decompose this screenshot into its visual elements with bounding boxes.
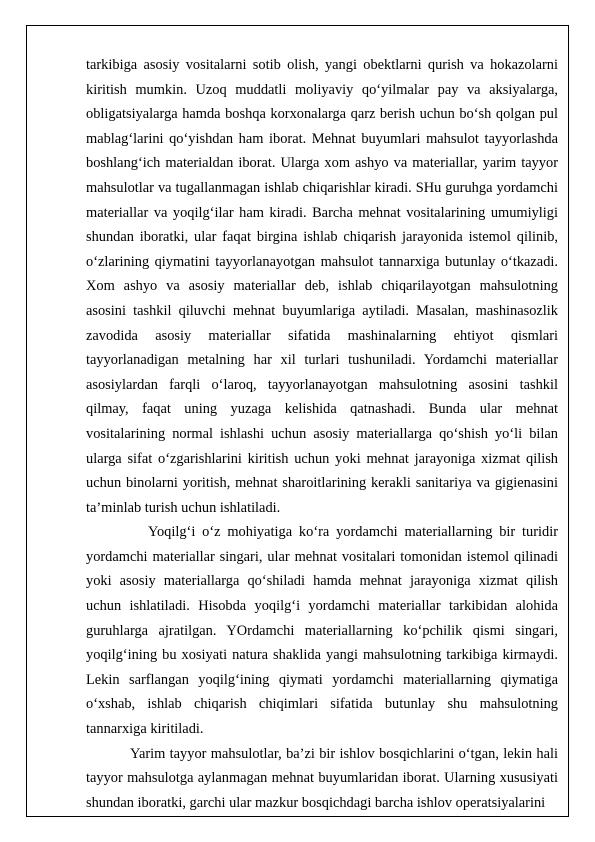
paragraph-1: tarkibiga asosiy vositalarni sotib olish, yangi obektlarni qurish va hokazolarni kiritish mumkin. Uzoq muddatli moliyaviy qo‘yilmalar pay va aksiyalarga, obligatsiyalarga hamda boshqa korxonalarga qarz berish uchun bo‘sh qolgan pul mablag‘larini qo‘yishdan ham iborat. Mehnat buyumlari mahsulot tayyorlashda boshlang‘ich materialdan iborat. Ularga xom ashyo va materiallar, yarim tayyor mahsulotlar va tugallanmagan ishlab chiqarishlar kiradi. SHu guruhga yordamchi materiallar va yoqilg‘ilar ham kiradi. Barcha mehnat vositalarining umumiyligi shundan iboratki, ular faqat birgina ishlab chiqarish jarayonida istemol qilinib, o‘zlarining qiymatini tayyorlanayotgan mahsulot tannarxiga butunlay o‘tkazadi. Xom ashyo va asosiy materiallar deb, ishlab chiqarilayotgan mahsulotning asosini tashkil qiluvchi mehnat buyumlariga aytiladi. Masalan, mashinasozlik zavodida asosiy materiallar sifatida mashinalarning ehtiyot qismlari tayyorlanadigan metalning har xil turlari tushuniladi. Yordamchi materiallar asosiylardan farqli o‘laroq, tayyorlanayotgan mahsulotning asosini tashkil qilmay, faqat uning yuzaga kelishida qatnashadi. Bunda ular mehnat vositalarining normal ishlashi uchun asosiy materiallarga qo‘shish yo‘li bilan ularga sifat o‘zgarishlarini kiritish uchun yoki mehnat jarayoniga xizmat qilish uchun binolarni yoritish, mehnat sharoitlarining kerakli sanitariya va gigienasini ta’minlab turish uchun ishlatiladi. (86, 57, 558, 516)
paragraph-2: Yoqilg‘i o‘z mohiyatiga ko‘ra yordamchi materiallarning bir turidir yordamchi materiallar singari, ular mehnat vositalari tomonidan istemol qilinadi yoki asosiy materiallarga qo‘shiladi hamda mehnat jarayoniga xizmat qilish uchun ishlatiladi. Hisobda yoqilg‘i yordamchi materiallar tarkibidan alohida guruhlarga ajratilgan. YOrdamchi materiallarning ko‘pchilik qismi singari, yoqilg‘ining bu xosiyati natura shaklida yangi mahsulotning tarkibiga kirmaydi. Lekin sarflangan yoqilg‘ining qiymati yordamchi materiallarning qiymatiga o‘xshab, ishlab chiqarish chiqimlari sifatida butunlay shu mahsulotning tannarxiga kiritiladi. (86, 524, 558, 738)
paragraph-3: Yarim tayyor mahsulotlar, ba’zi bir ishlov bosqichlarini o‘tgan, lekin hali tayyor mahsulotga aylanmagan mehnat buyumlaridan iborat. Ularning xususiyati shundan iboratki, garchi ular mazkur bosqichdagi barcha ishlov operatsiyalarini (86, 745, 558, 811)
document-body (86, 53, 558, 815)
